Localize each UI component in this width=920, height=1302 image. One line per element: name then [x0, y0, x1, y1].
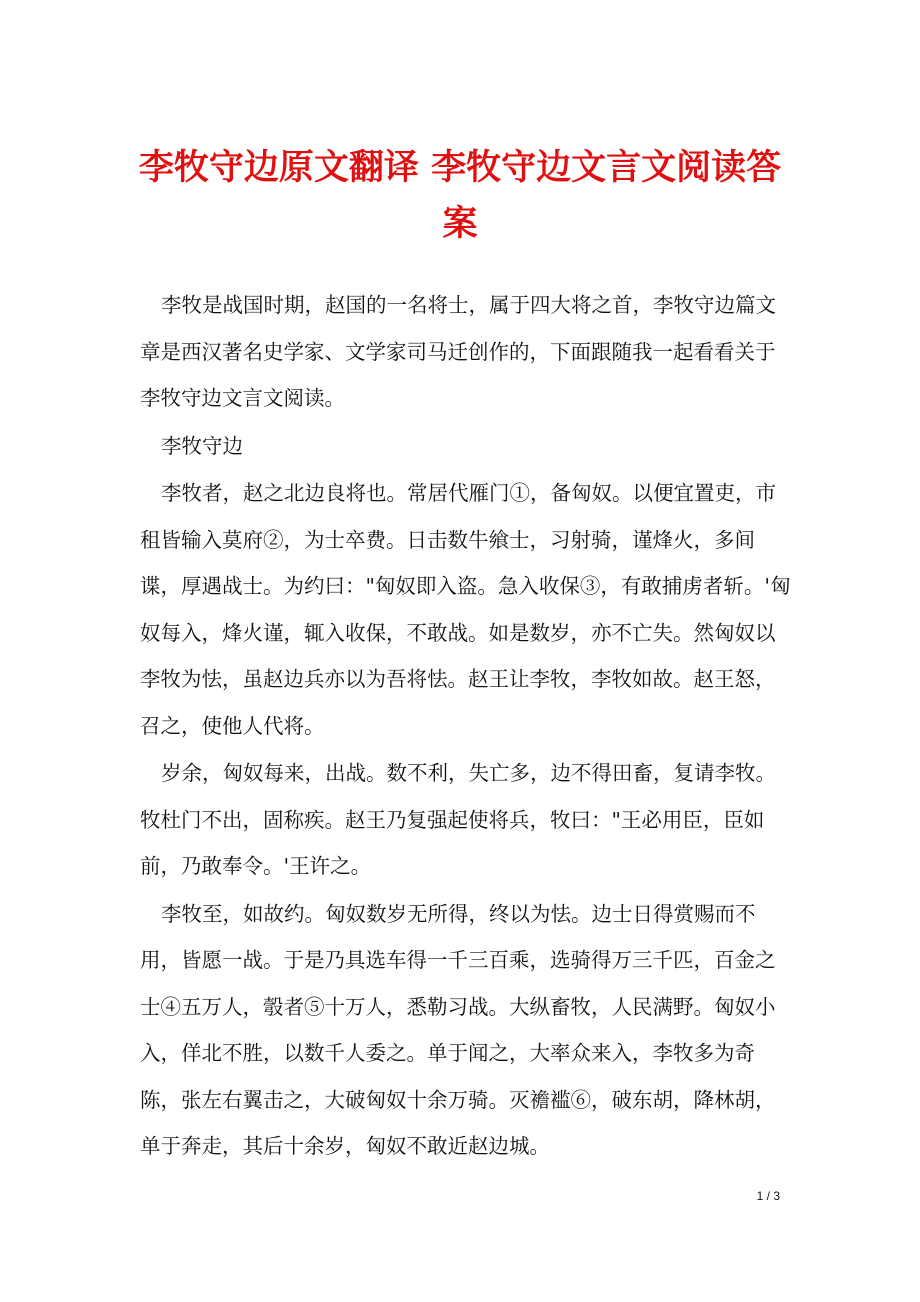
page-number: 1 / 3 [756, 1189, 780, 1203]
paragraph-text-3: 李牧至，如故约。匈奴数岁无所得，终以为怯。边士日得赏赐而不用，皆愿一战。于是乃具选车得一千三百乘，选骑得万三千匹，百金之士④五万人，彀者⑤十万人，悉勒习战。大纵畜牧，人民满野。匈奴小入，佯北不胜，以数千人委之。单于闻之，大率众来入，李牧多为奇陈，张左右翼击之，大破匈奴十余万骑。灭襜褴⑥，破东胡，降林胡，单于奔走，其后十余岁，匈奴不敢近赵边城。 [140, 901, 776, 1158]
paragraph-intro: 李牧是战国时期，赵国的一名将士，属于四大将之首，李牧守边篇文章是西汉著名史学家、文学家司马迁创作的，下面跟随我一起看看关于李牧守边文言文阅读。 [140, 293, 776, 410]
document-title: 李牧守边原文翻译 李牧守边文言文阅读答案 [138, 148, 782, 244]
paragraph-heading: 李牧守边 [161, 433, 243, 458]
document-body [140, 282, 792, 1171]
paragraph-text-2: 岁余，匈奴每来，出战。数不利，失亡多，边不得田畜，复请李牧。牧杜门不出，固称疾。赵王乃复强起使将兵，牧曰："王必用臣，臣如前，乃敢奉令。'王许之。 [140, 761, 776, 878]
paragraph-text-1: 李牧者，赵之北边良将也。常居代雁门①，备匈奴。以便宜置吏，市租皆输入莫府②，为士卒费。日击数牛飨士，习射骑，谨烽火，多间谍，厚遇战士。为约曰："匈奴即入盗。急入收保③，有敢捕虏者斩。'匈奴每入，烽火谨，辄入收保，不敢战。如是数岁，亦不亡失。然匈奴以李牧为怯，虽赵边兵亦以为吾将怯。赵王让李牧，李牧如故。赵王怒，召之，使他人代将。 [140, 481, 791, 738]
